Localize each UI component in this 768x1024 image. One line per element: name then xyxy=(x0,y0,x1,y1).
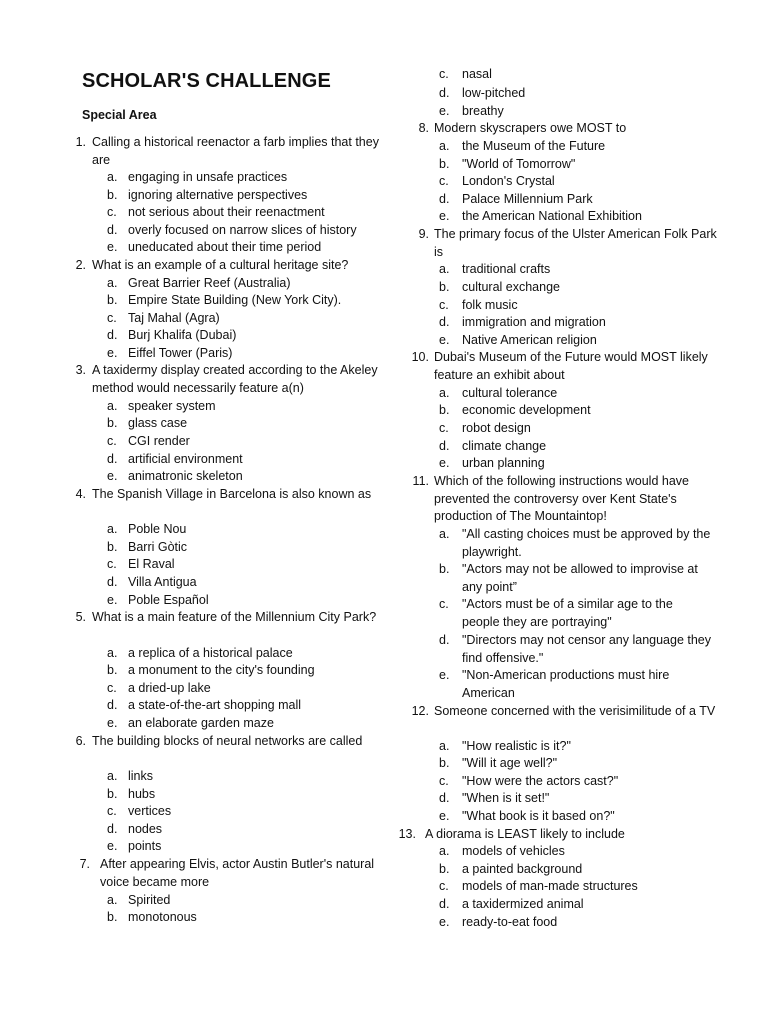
option-text: nodes xyxy=(128,822,163,836)
option-letter: d. xyxy=(439,633,450,647)
option-text: a taxidermized animal xyxy=(462,897,584,911)
option-text: "Actors must be of a similar age to the people they are portraying" xyxy=(462,597,673,629)
option-letter: c. xyxy=(439,174,449,188)
question-text: The building blocks of neural networks are called xyxy=(92,734,363,748)
option-text: "World of Tomorrow" xyxy=(462,157,576,171)
option-letter: a. xyxy=(107,522,118,536)
option-letter: e. xyxy=(439,809,450,823)
page-title: SCHOLAR'S CHALLENGE xyxy=(82,70,331,92)
option-letter: c. xyxy=(107,205,117,219)
question-text: The primary focus of the Ulster American Folk Park is xyxy=(434,227,717,259)
option-letter: b. xyxy=(439,562,450,576)
option-letter: d. xyxy=(107,822,118,836)
option-letter: c. xyxy=(107,681,117,695)
option-text: Burj Khalifa (Dubai) xyxy=(128,328,237,342)
option-text: "When is it set!" xyxy=(462,791,550,805)
option-text: nasal xyxy=(462,67,492,81)
option-text: models of man-made structures xyxy=(462,879,638,893)
option-text: El Raval xyxy=(128,557,175,571)
option-text: speaker system xyxy=(128,399,216,413)
option-text: the American National Exhibition xyxy=(462,209,642,223)
option-letter: a. xyxy=(439,527,450,541)
question-number: 10. xyxy=(411,350,429,364)
option-text: Great Barrier Reef (Australia) xyxy=(128,276,291,290)
question-text: After appearing Elvis, actor Austin Butler's natural voice became more xyxy=(100,857,375,889)
question-number: 12. xyxy=(411,704,429,718)
option-text: not serious about their reenactment xyxy=(128,205,325,219)
option-letter: c. xyxy=(107,311,117,325)
option-letter: b. xyxy=(107,540,118,554)
option-text: CGI render xyxy=(128,434,190,448)
question-number: 6. xyxy=(75,734,86,748)
option-letter: a. xyxy=(107,893,118,907)
option-text: an elaborate garden maze xyxy=(128,716,274,730)
option-letter: e. xyxy=(107,839,118,853)
question-number: 7. xyxy=(79,857,90,871)
option-letter: d. xyxy=(107,328,118,342)
option-text: "Actors may not be allowed to improvise at any point” xyxy=(462,562,698,594)
option-letter: b. xyxy=(439,756,450,770)
option-letter: d. xyxy=(107,575,118,589)
option-letter: e. xyxy=(107,240,118,254)
option-text: "How realistic is it?" xyxy=(462,739,571,753)
section-subtitle: Special Area xyxy=(82,108,157,122)
question-text: A taxidermy display created according to the Akeley method would necessarily feature a(n) xyxy=(92,363,378,395)
option-text: "What book is it based on?" xyxy=(462,809,615,823)
option-text: folk music xyxy=(462,298,518,312)
option-text: Taj Mahal (Agra) xyxy=(128,311,220,325)
option-letter: c. xyxy=(439,774,449,788)
option-letter: c. xyxy=(107,804,117,818)
option-letter: b. xyxy=(107,663,118,677)
question-text: The Spanish Village in Barcelona is also known as xyxy=(92,487,372,501)
option-text: Eiffel Tower (Paris) xyxy=(128,346,233,360)
question-text: Calling a historical reenactor a farb implies that they are xyxy=(92,135,379,167)
question-text: Modern skyscrapers owe MOST to xyxy=(434,121,627,135)
option-text: climate change xyxy=(462,439,547,453)
option-text: overly focused on narrow slices of history xyxy=(128,223,357,237)
question-number: 1. xyxy=(75,135,86,149)
option-letter: a. xyxy=(439,739,450,753)
option-text: Spirited xyxy=(128,893,171,907)
option-letter: e. xyxy=(439,209,450,223)
option-text: a painted background xyxy=(462,862,583,876)
question-text: Dubai's Museum of the Future would MOST likely feature an exhibit about xyxy=(434,350,708,382)
question-number: 9. xyxy=(418,227,429,241)
option-text: a replica of a historical palace xyxy=(128,646,293,660)
option-text: "Non-American productions must hire American xyxy=(462,668,670,700)
option-letter: a. xyxy=(107,769,118,783)
option-text: Poble Nou xyxy=(128,522,187,536)
option-text: the Museum of the Future xyxy=(462,139,606,153)
option-letter: a. xyxy=(439,262,450,276)
option-letter: d. xyxy=(439,86,450,100)
option-letter: d. xyxy=(439,315,450,329)
option-letter: b. xyxy=(107,787,118,801)
option-text: "How were the actors cast?" xyxy=(462,774,619,788)
option-text: Villa Antigua xyxy=(128,575,197,589)
question-number: 8. xyxy=(418,121,429,135)
option-text: a dried-up lake xyxy=(128,681,211,695)
option-letter: b. xyxy=(439,280,450,294)
option-letter: a. xyxy=(107,276,118,290)
question-number: 2. xyxy=(75,258,86,272)
option-letter: d. xyxy=(107,698,118,712)
option-text: engaging in unsafe practices xyxy=(128,170,288,184)
option-text: glass case xyxy=(128,416,188,430)
option-text: monotonous xyxy=(128,910,197,924)
option-text: breathy xyxy=(462,104,504,118)
option-letter: e. xyxy=(439,456,450,470)
option-text: traditional crafts xyxy=(462,262,551,276)
option-letter: a. xyxy=(439,386,450,400)
option-letter: c. xyxy=(107,557,117,571)
option-letter: e. xyxy=(439,915,450,929)
option-letter: a. xyxy=(439,139,450,153)
option-letter: a. xyxy=(107,399,118,413)
option-text: a state-of-the-art shopping mall xyxy=(128,698,302,712)
option-letter: c. xyxy=(439,879,449,893)
option-text: immigration and migration xyxy=(462,315,606,329)
option-text: robot design xyxy=(462,421,531,435)
option-text: cultural exchange xyxy=(462,280,560,294)
question-number: 3. xyxy=(75,363,86,377)
option-letter: d. xyxy=(439,192,450,206)
option-letter: d. xyxy=(439,439,450,453)
option-text: animatronic skeleton xyxy=(128,469,243,483)
option-text: Empire State Building (New York City). xyxy=(128,293,342,307)
option-letter: c. xyxy=(439,597,449,611)
question-text: Someone concerned with the verisimilitude of a TV xyxy=(434,704,716,718)
option-letter: b. xyxy=(439,157,450,171)
option-letter: c. xyxy=(107,434,117,448)
option-text: Poble Español xyxy=(128,593,209,607)
option-letter: e. xyxy=(107,716,118,730)
option-text: vertices xyxy=(128,804,172,818)
question-number: 11. xyxy=(412,474,429,488)
question-number: 4. xyxy=(75,487,86,501)
option-letter: a. xyxy=(107,646,118,660)
option-letter: c. xyxy=(439,298,449,312)
question-number: 13. xyxy=(398,827,416,841)
option-letter: e. xyxy=(439,333,450,347)
question-text: What is an example of a cultural heritage site? xyxy=(92,258,349,272)
option-text: low-pitched xyxy=(462,86,526,100)
option-letter: e. xyxy=(107,593,118,607)
option-letter: d. xyxy=(439,791,450,805)
option-text: Palace Millennium Park xyxy=(462,192,593,206)
option-text: artificial environment xyxy=(128,452,243,466)
option-text: ready-to-eat food xyxy=(462,915,558,929)
option-letter: b. xyxy=(107,910,118,924)
option-letter: e. xyxy=(439,668,450,682)
option-letter: d. xyxy=(107,223,118,237)
option-text: links xyxy=(128,769,154,783)
option-text: Barri Gòtic xyxy=(128,540,188,554)
option-text: models of vehicles xyxy=(462,844,565,858)
option-text: London's Crystal xyxy=(462,174,555,188)
question-text: What is a main feature of the Millennium City Park? xyxy=(92,610,377,624)
option-letter: b. xyxy=(439,862,450,876)
option-letter: a. xyxy=(107,170,118,184)
option-text: economic development xyxy=(462,403,591,417)
option-text: cultural tolerance xyxy=(462,386,558,400)
option-text: "Directors may not censor any language they find offensive." xyxy=(462,633,712,665)
option-text: points xyxy=(128,839,162,853)
option-letter: b. xyxy=(439,403,450,417)
question-text: Which of the following instructions would have prevented the controversy over Kent State's production of The Mountaintop! xyxy=(434,474,689,524)
option-letter: e. xyxy=(439,104,450,118)
option-letter: d. xyxy=(107,452,118,466)
option-letter: e. xyxy=(107,346,118,360)
option-text: hubs xyxy=(128,787,156,801)
option-letter: a. xyxy=(439,844,450,858)
option-text: uneducated about their time period xyxy=(128,240,322,254)
option-letter: e. xyxy=(107,469,118,483)
option-text: a monument to the city's founding xyxy=(128,663,315,677)
option-letter: d. xyxy=(439,897,450,911)
option-letter: c. xyxy=(439,67,449,81)
option-letter: b. xyxy=(107,416,118,430)
question-text: A diorama is LEAST likely to include xyxy=(425,827,625,841)
option-letter: b. xyxy=(107,293,118,307)
option-letter: b. xyxy=(107,188,118,202)
option-text: Native American religion xyxy=(462,333,597,347)
option-text: ignoring alternative perspectives xyxy=(128,188,308,202)
question-number: 5. xyxy=(75,610,86,624)
option-text: "Will it age well?" xyxy=(462,756,558,770)
option-text: urban planning xyxy=(462,456,545,470)
option-letter: c. xyxy=(439,421,449,435)
option-text: "All casting choices must be approved by the playwright. xyxy=(462,527,711,559)
